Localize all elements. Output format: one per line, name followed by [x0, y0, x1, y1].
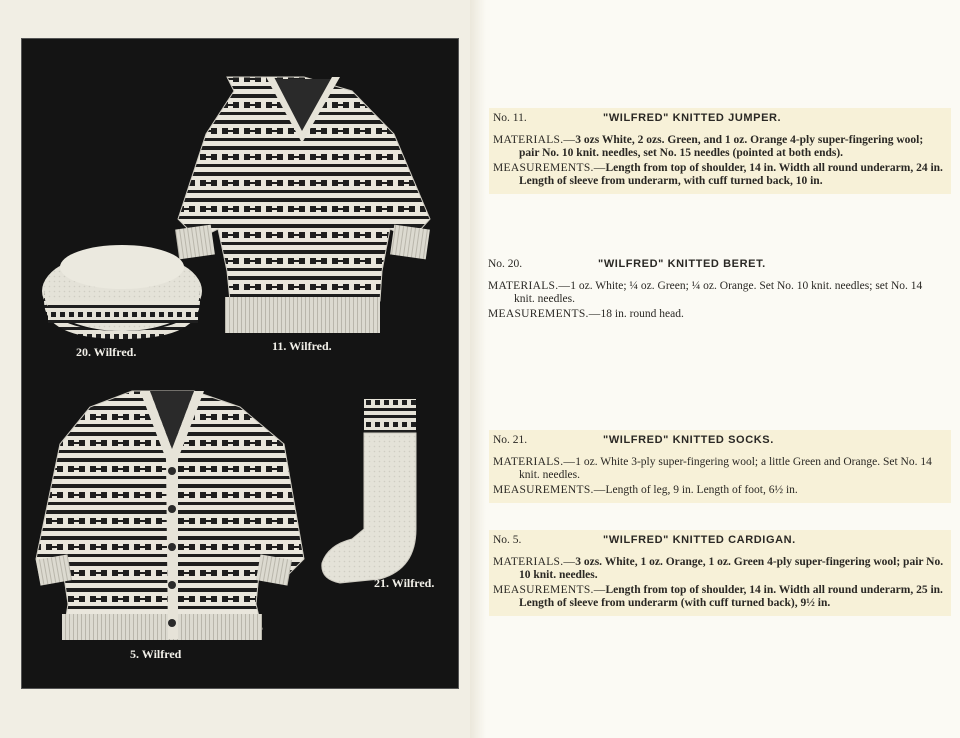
pattern-title: "WILFRED" KNITTED SOCKS.: [603, 434, 774, 446]
pattern-title: "WILFRED" KNITTED BERET.: [598, 258, 766, 270]
measurements-text: Length of leg, 9 in. Length of foot, 6½ in.: [605, 484, 798, 496]
knitwear-photo-plate: [21, 38, 459, 689]
pattern-number: No. 5.: [493, 534, 522, 546]
measurements-label: MEASUREMENTS.—: [488, 308, 601, 320]
cardigan-caption: 5. Wilfred: [130, 647, 182, 661]
pattern-heading: [493, 434, 945, 447]
materials-text: 1 oz. White; ¼ oz. Green; ¼ oz. Orange. Set No. 10 knit. needles; set No. 14 knit. needles.: [514, 280, 923, 305]
materials-label: MATERIALS.—: [493, 456, 576, 468]
pattern-block-cardigan: [489, 530, 951, 616]
measurements-text: 18 in. round head.: [600, 308, 684, 320]
sock-caption: 21. Wilfred.: [374, 576, 435, 590]
cardigan-image: [36, 391, 304, 640]
measurements-label: MEASUREMENTS.—: [493, 584, 606, 596]
pattern-heading: [488, 258, 940, 271]
pattern-heading: [493, 534, 945, 547]
measurements-text: Length from top of shoulder, 14 in. Width all round underarm, 25 in. Length of sleeve from underarm (with cuff turned back), 9½ in.: [519, 584, 943, 609]
measurements-label: MEASUREMENTS.—: [493, 484, 606, 496]
measurements-text: Length from top of shoulder, 14 in. Width all round underarm, 24 in. Length of sleeve from underarm, with cuff turned back, 10 in.: [519, 162, 943, 187]
pattern-number: No. 21.: [493, 434, 528, 446]
materials-text: 3 ozs. White, 1 oz. Orange, 1 oz. Green 4-ply super-fingering wool; pair No. 10 knit. needles.: [519, 556, 944, 581]
sock-image: [322, 399, 416, 583]
jumper-image: [175, 77, 430, 333]
pattern-block-beret: [484, 254, 946, 327]
pattern-block-jumper: [489, 108, 951, 194]
measurements-paragraph: [493, 584, 945, 610]
pattern-number: No. 20.: [488, 258, 523, 270]
measurements-paragraph: [493, 484, 945, 497]
book-gutter: [470, 0, 486, 738]
knitwear-illustration: [22, 39, 460, 690]
measurements-paragraph: [493, 162, 945, 188]
pattern-block-socks: [489, 430, 951, 503]
materials-label: MATERIALS.—: [493, 134, 576, 146]
measurements-label: MEASUREMENTS.—: [493, 162, 606, 174]
materials-label: MATERIALS.—: [488, 280, 571, 292]
materials-paragraph: [493, 456, 945, 482]
beret-image: [42, 245, 202, 339]
pattern-heading: [493, 112, 945, 125]
jumper-caption: 11. Wilfred.: [272, 339, 332, 353]
materials-text: 1 oz. White 3-ply super-fingering wool; a little Green and Orange. Set No. 14 knit. needles.: [519, 456, 932, 481]
materials-paragraph: [488, 280, 940, 306]
materials-label: MATERIALS.—: [493, 556, 576, 568]
pattern-title: "WILFRED" KNITTED CARDIGAN.: [603, 534, 796, 546]
materials-text: 3 ozs White, 2 ozs. Green, and 1 oz. Orange 4-ply super-fingering wool; pair No. 10 knit. needles, set No. 15 needles (pointed at both ends).: [519, 134, 924, 159]
materials-paragraph: [493, 134, 945, 160]
measurements-paragraph: [488, 308, 940, 321]
beret-caption: 20. Wilfred.: [76, 345, 137, 359]
pattern-number: No. 11.: [493, 112, 527, 124]
materials-paragraph: [493, 556, 945, 582]
pattern-title: "WILFRED" KNITTED JUMPER.: [603, 112, 782, 124]
